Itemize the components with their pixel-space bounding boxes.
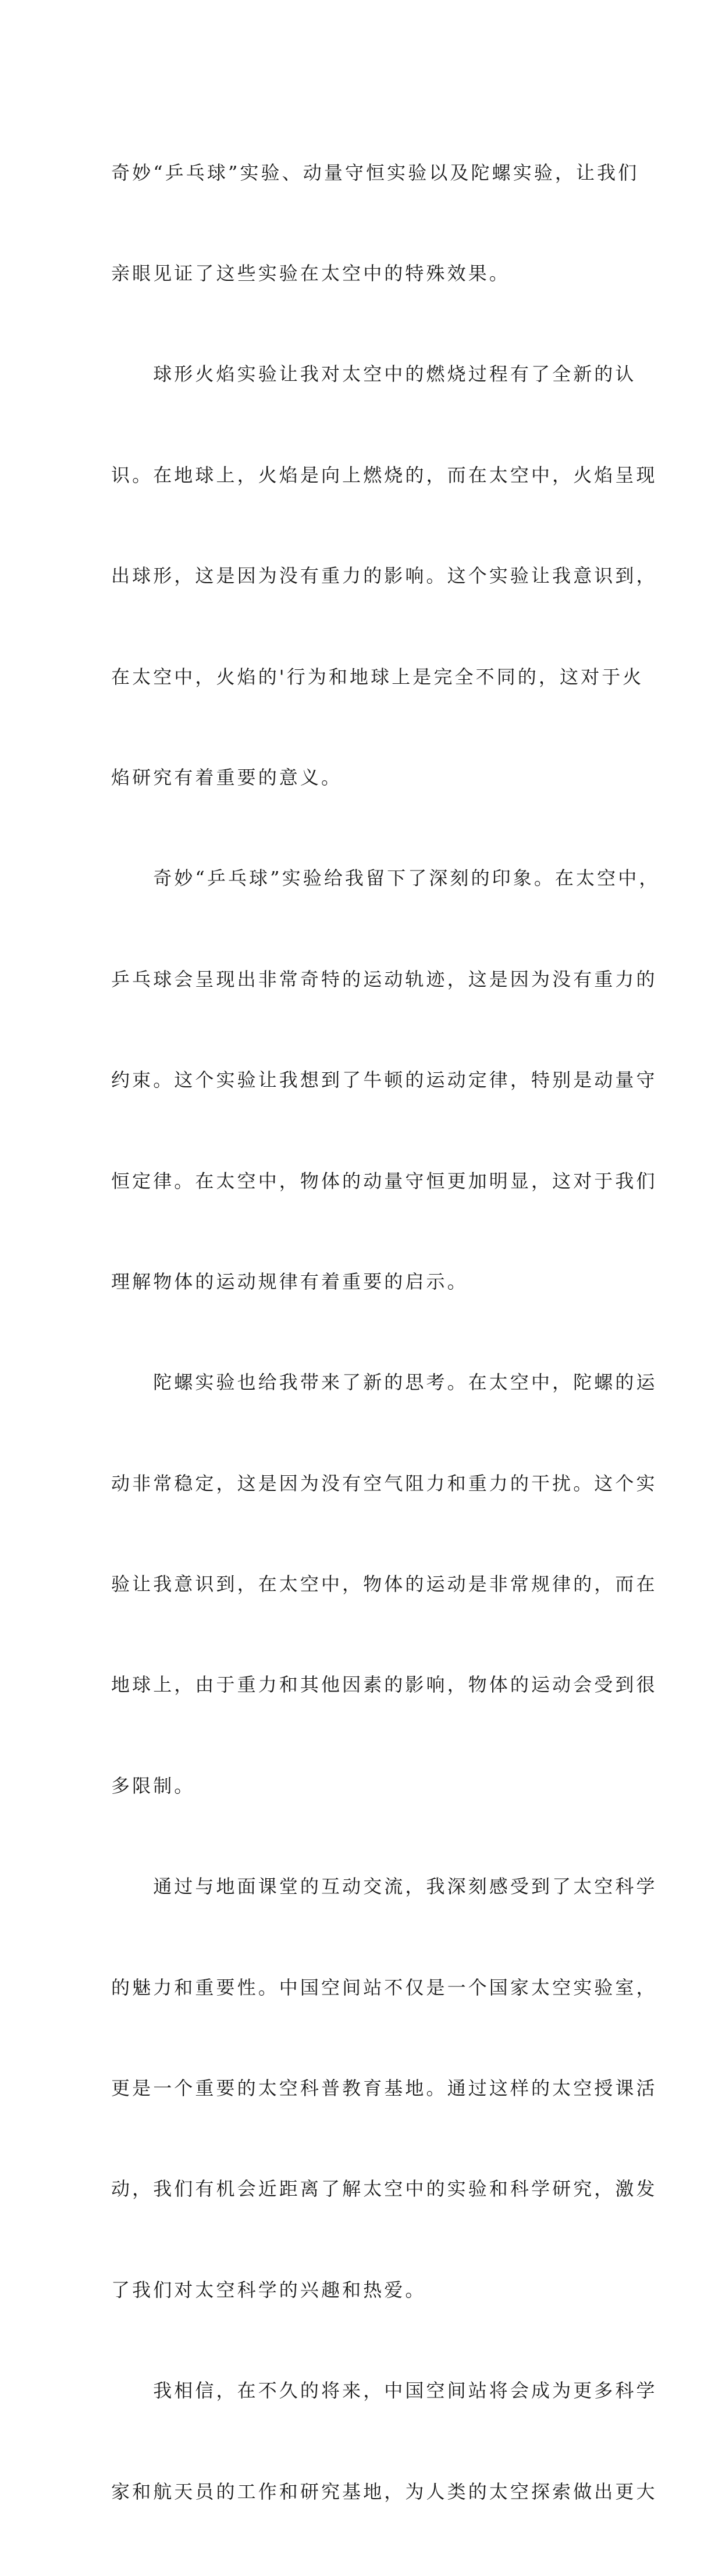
text-line: 家和航天员的工作和研究基地，为人类的太空探索做出更大 <box>111 2480 657 2503</box>
text-line: 陀螺实验也给我带来了新的思考。在太空中，陀螺的运 <box>111 1371 657 1394</box>
text-line: 乒乓球会呈现出非常奇特的运动轨迹，这是因为没有重力的 <box>111 968 657 990</box>
text-line: 在太空中，火焰的'行为和地球上是完全不同的，这对于火 <box>111 665 644 688</box>
text-line: 动，我们有机会近距离了解太空中的实验和科学研究，激发 <box>111 2178 657 2200</box>
text-line: 奇妙“乒乓球”实验给我留下了深刻的印象。在太空中， <box>111 867 660 890</box>
text-line: 验让我意识到，在太空中，物体的运动是非常规律的，而在 <box>111 1573 657 1596</box>
text-line: 识。在地球上，火焰是向上燃烧的，而在太空中，火焰呈现 <box>111 463 657 486</box>
text-line: 的魅力和重要性。中国空间站不仅是一个国家太空实验室， <box>111 1976 657 1999</box>
text-line: 球形火焰实验让我对太空中的燃烧过程有了全新的认 <box>111 363 636 386</box>
text-line: 多限制。 <box>111 1774 195 1797</box>
text-line: 亲眼见证了这些实验在太空中的特殊效果。 <box>111 262 510 284</box>
text-line: 更是一个重要的太空科普教育基地。通过这样的太空授课活 <box>111 2077 657 2100</box>
text-line: 焰研究有着重要的意义。 <box>111 766 343 789</box>
text-line: 出球形，这是因为没有重力的影响。这个实验让我意识到， <box>111 565 657 587</box>
text-line: 动非常稳定，这是因为没有空气阻力和重力的干扰。这个实 <box>111 1472 657 1494</box>
body-text <box>111 89 660 2576</box>
text-line: 理解物体的运动规律有着重要的启示。 <box>111 1270 468 1293</box>
text-line: 通过与地面课堂的互动交流，我深刻感受到了太空科学 <box>111 1875 657 1898</box>
text-line: 恒定律。在太空中，物体的动量守恒更加明显，这对于我们 <box>111 1169 657 1192</box>
text-line: 地球上，由于重力和其他因素的影响，物体的运动会受到很 <box>111 1674 657 1696</box>
text-line: 了我们对太空科学的兴趣和热爱。 <box>111 2278 426 2301</box>
text-line: 约束。这个实验让我想到了牛顿的运动定律，特别是动量守 <box>111 1069 657 1091</box>
text-line: 奇妙“乒乓球”实验、动量守恒实验以及陀螺实验，让我们 <box>111 161 639 184</box>
text-line: 我相信，在不久的将来，中国空间站将会成为更多科学 <box>111 2379 657 2402</box>
